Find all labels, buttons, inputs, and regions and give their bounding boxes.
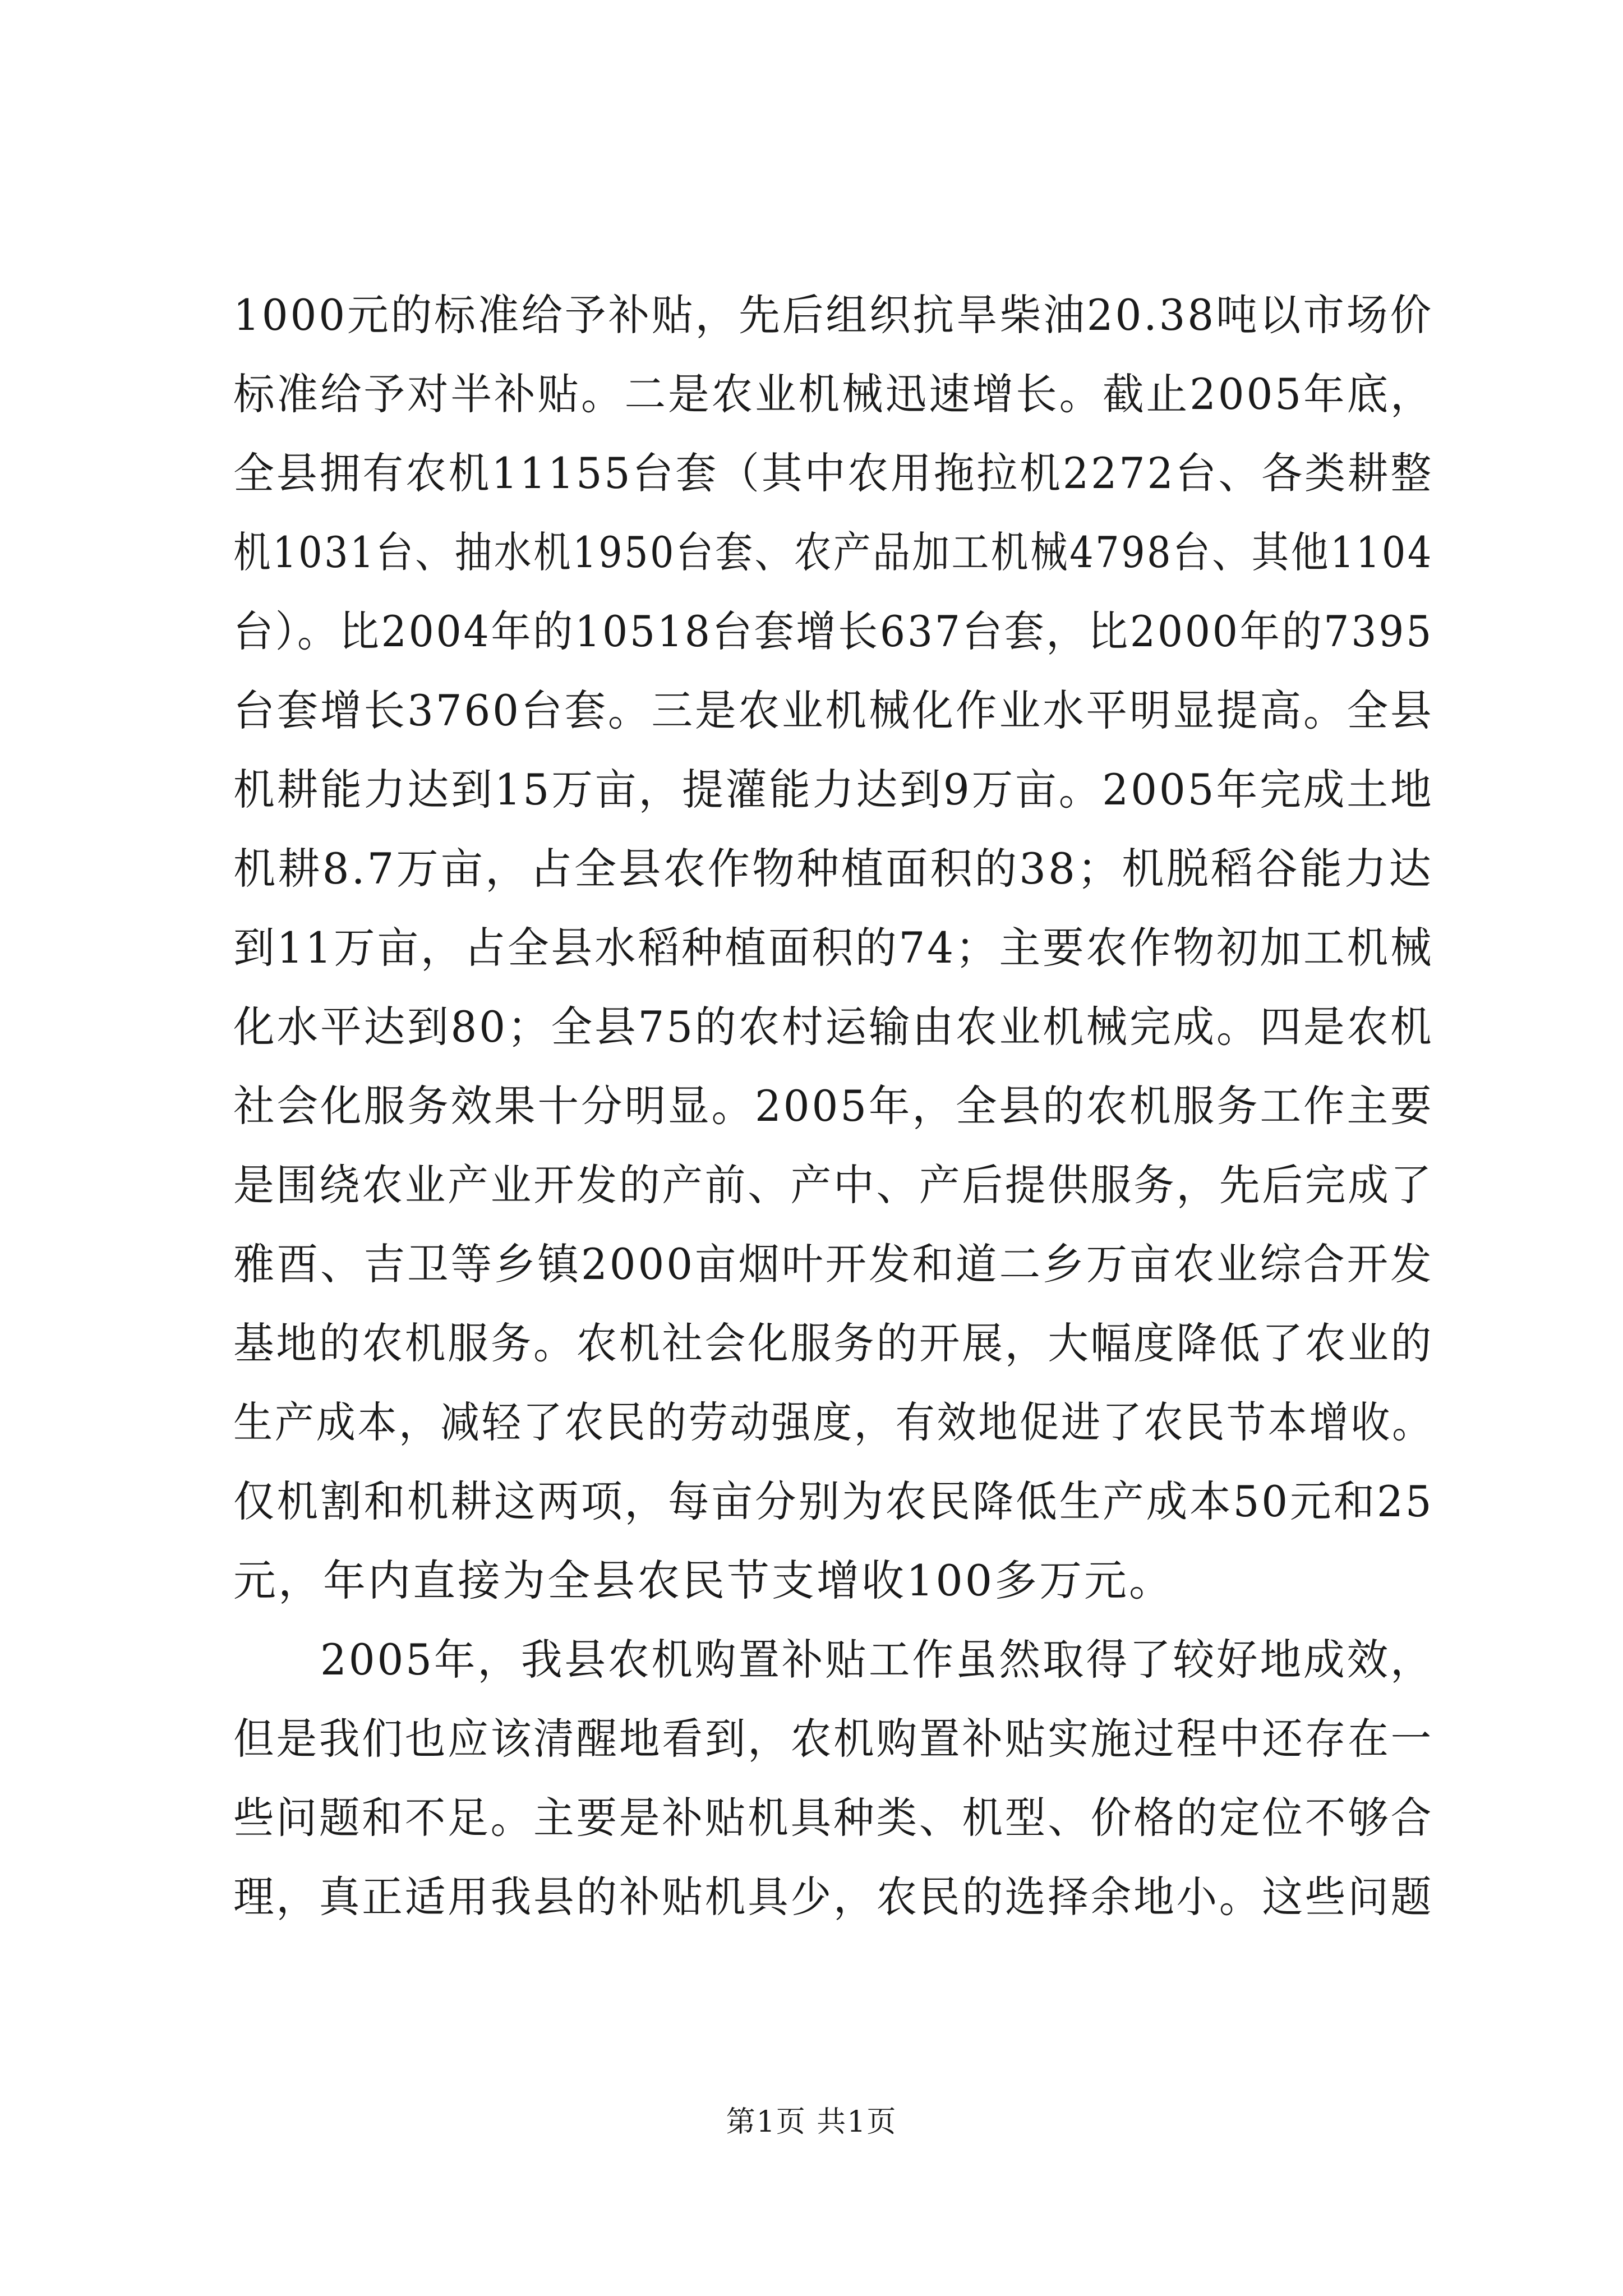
text-line: 机耕8.7万亩，占全县农作物种植面积的38；机脱稻谷能力达 bbox=[233, 844, 1433, 894]
text-line: 生产成本，减轻了农民的劳动强度，有效地促进了农民节本增收。 bbox=[233, 1397, 1433, 1447]
text-line: 是围绕农业产业开发的产前、产中、产后提供服务，先后完成了 bbox=[233, 1160, 1434, 1210]
text-line: 台套增长3760台套。三是农业机械化作业水平明显提高。全县 bbox=[233, 685, 1434, 735]
text-line: 机1031台、抽水机1950台套、农产品加工机械4798台、其他1104 bbox=[233, 527, 1433, 577]
text-line: 些问题和不足。主要是补贴机具种类、机型、价格的定位不够合 bbox=[233, 1793, 1434, 1843]
text-line: 雅酉、吉卫等乡镇2000亩烟叶开发和道二乡万亩农业综合开发 bbox=[233, 1239, 1434, 1289]
text-line: 标准给予对半补贴。二是农业机械迅速增长。截止2005年底， bbox=[233, 369, 1434, 419]
text-line: 到11万亩，占全县水稻种植面积的74；主要农作物初加工机械 bbox=[233, 923, 1434, 973]
text-line: 理，真正适用我县的补贴机具少，农民的选择余地小。这些问题 bbox=[233, 1872, 1434, 1922]
text-line: 台）。比2004年的10518台套增长637台套，比2000年的7395 bbox=[233, 606, 1434, 656]
text-line: 仅机割和机耕这两项，每亩分别为农民降低生产成本50元和25 bbox=[233, 1476, 1434, 1526]
text-line: 机耕能力达到15万亩，提灌能力达到9万亩。2005年完成土地 bbox=[233, 765, 1434, 815]
text-line: 社会化服务效果十分明显。2005年，全县的农机服务工作主要 bbox=[233, 1081, 1434, 1131]
page-footer: 第1页 共1页 bbox=[726, 2105, 897, 2139]
text-line: 元，年内直接为全县农民节支增收100多万元。 bbox=[233, 1556, 1174, 1605]
text-line: 但是我们也应该清醒地看到，农机购置补贴实施过程中还存在一 bbox=[233, 1714, 1434, 1764]
text-line: 全县拥有农机11155台套（其中农用拖拉机2272台、各类耕整 bbox=[233, 448, 1434, 498]
text-line: 1000元的标准给予补贴，先后组织抗旱柴油20.38吨以市场价 bbox=[233, 290, 1433, 340]
text-line: 2005年，我县农机购置补贴工作虽然取得了较好地成效， bbox=[320, 1635, 1434, 1685]
text-line: 化水平达到80；全县75的农村运输由农业机械完成。四是农机 bbox=[233, 1002, 1434, 1052]
text-line: 基地的农机服务。农机社会化服务的开展，大幅度降低了农业的 bbox=[233, 1318, 1434, 1368]
